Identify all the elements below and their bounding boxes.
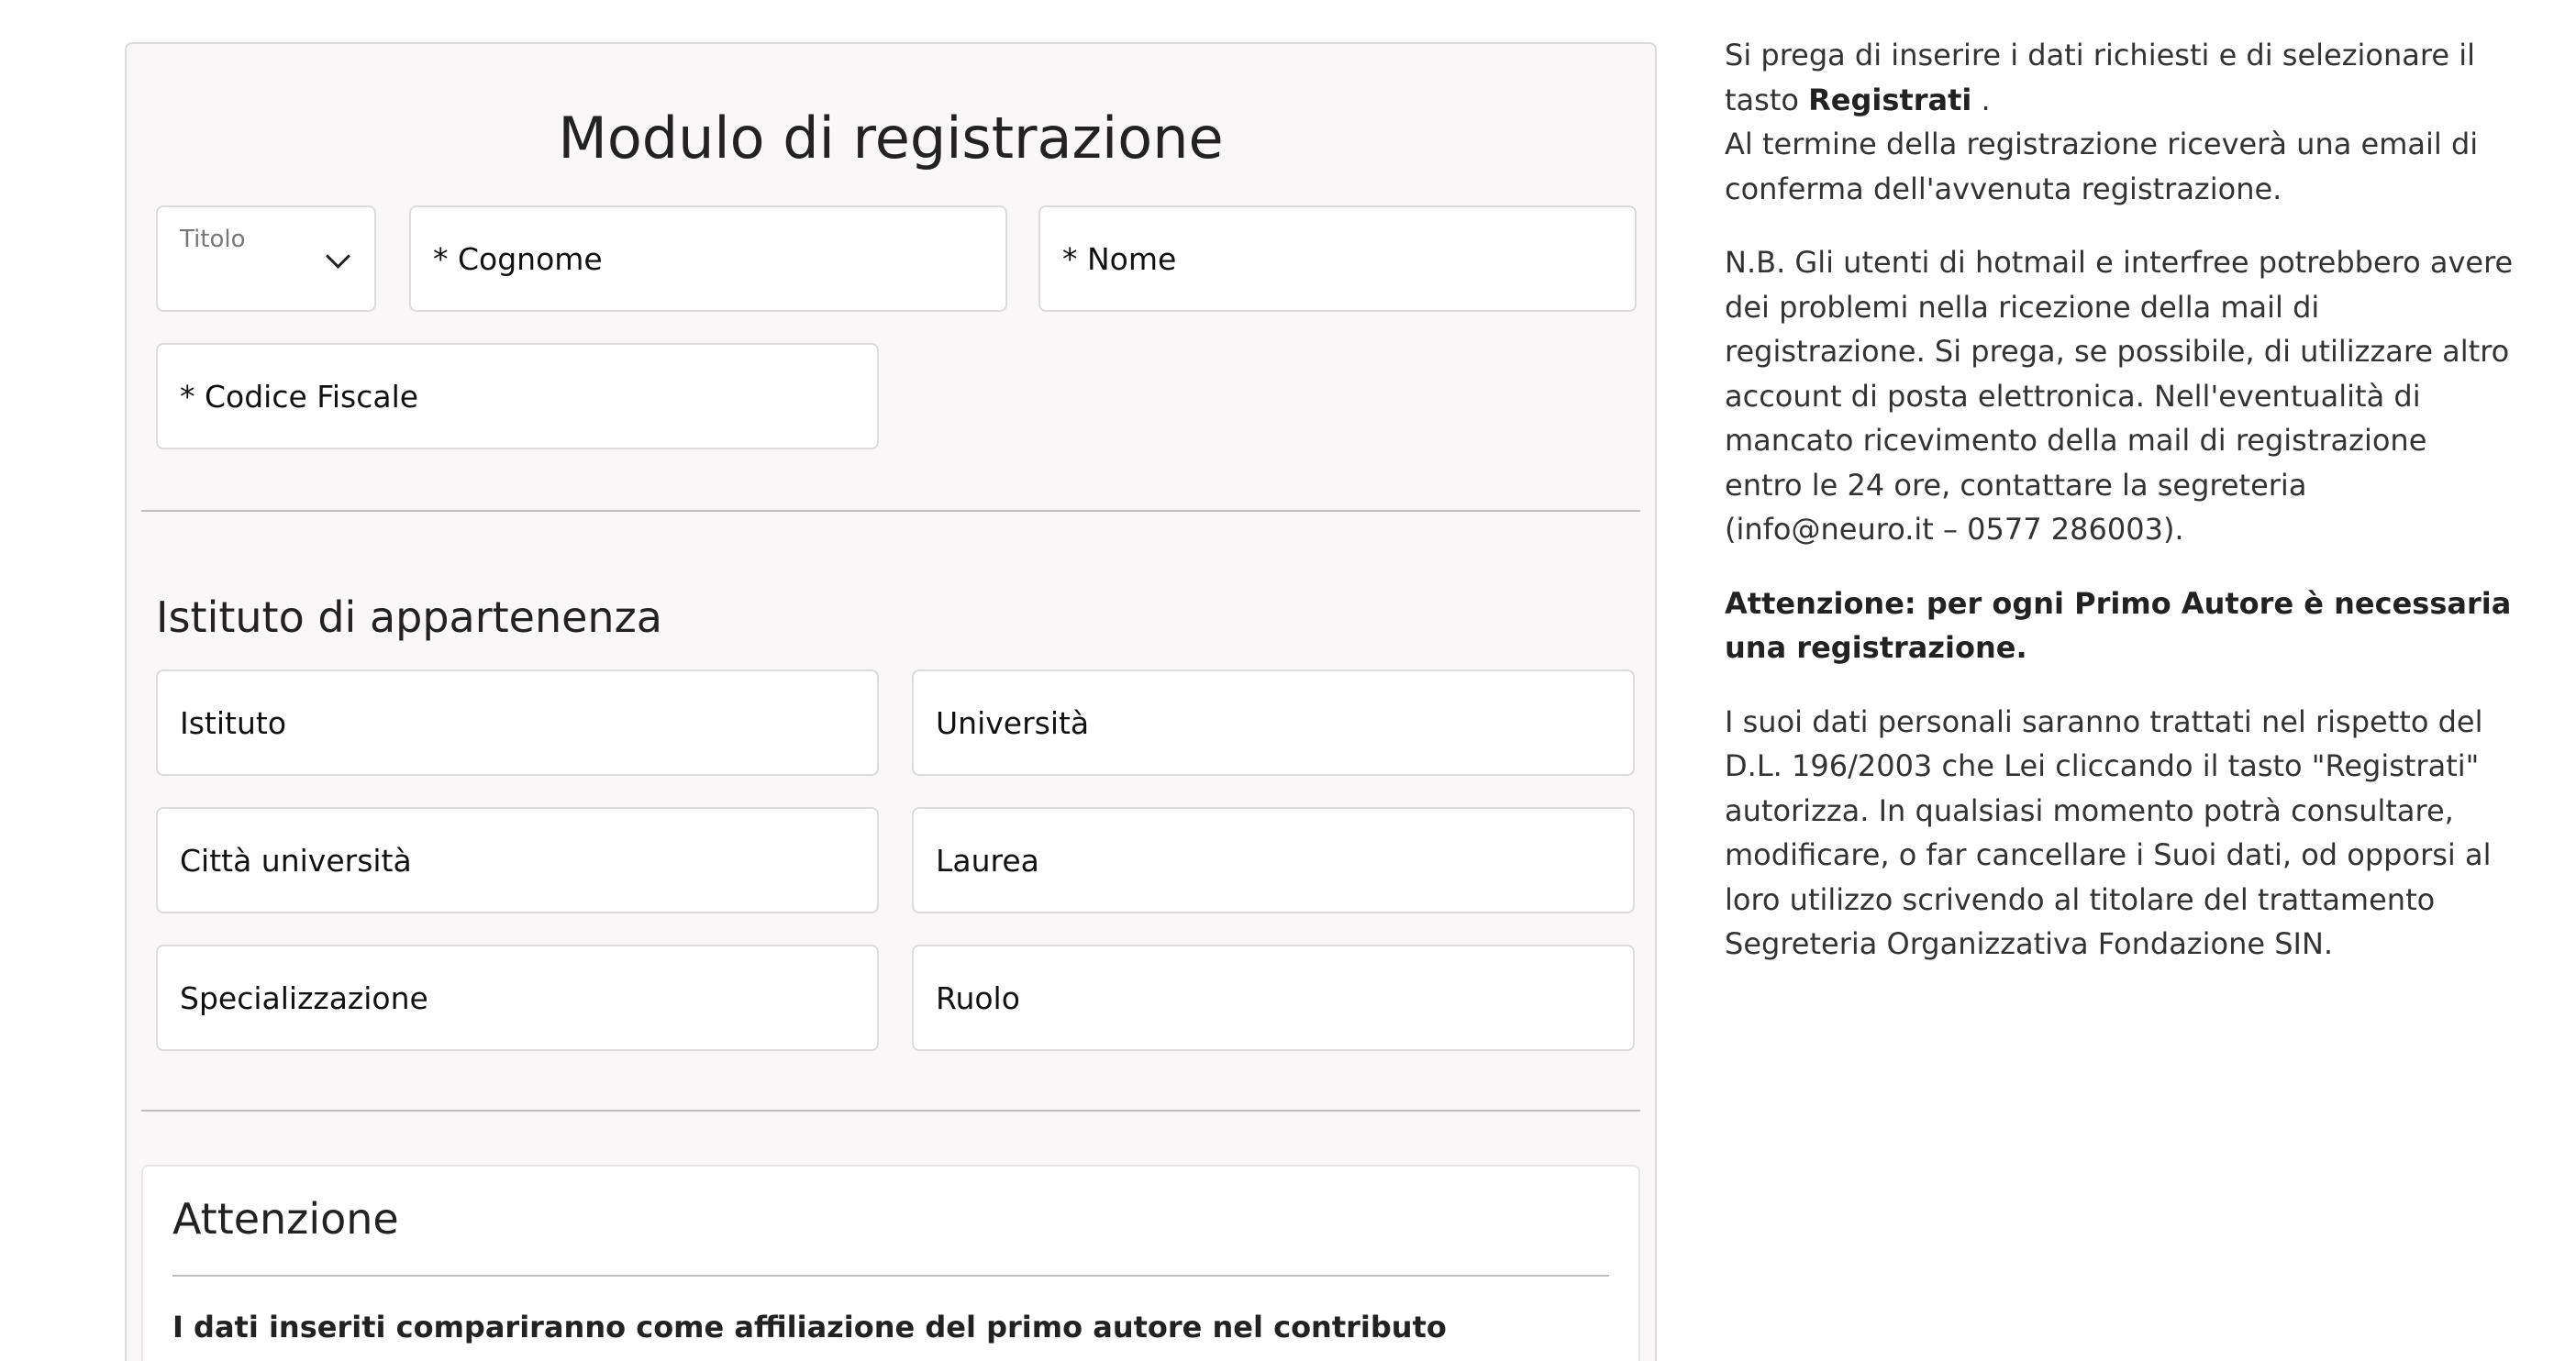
codice-fiscale-placeholder: * Codice Fiscale [180, 378, 419, 415]
cognome-placeholder: * Cognome [433, 240, 603, 277]
info-p1-text: Si prega di inserire i dati richiesti e di selezionare il tasto [1725, 38, 2475, 117]
ruolo-input[interactable] [912, 945, 1635, 1051]
attenzione-card-divider [172, 1275, 1609, 1277]
cognome-input[interactable] [409, 205, 1007, 312]
info-paragraph-instructions [1725, 33, 2514, 211]
info-p1-confirmation: Al termine della registrazione riceverà una email di conferma dell'avvenuta registrazione. [1725, 127, 2479, 206]
titolo-select-label: Titolo [180, 226, 246, 253]
registration-form-panel [125, 42, 1657, 1361]
specializzazione-input[interactable] [156, 945, 879, 1051]
laurea-placeholder: Laurea [936, 842, 1039, 879]
info-p3-bold: Attenzione: per ogni Primo Autore è necessaria una registrazione. [1725, 585, 2512, 665]
istituto-placeholder: Istituto [180, 704, 287, 741]
codice-fiscale-input[interactable] [156, 343, 879, 449]
universita-input[interactable] [912, 669, 1635, 776]
info-column [1725, 33, 2514, 996]
laurea-input[interactable] [912, 807, 1635, 913]
info-paragraph-privacy: I suoi dati personali saranno trattati nel rispetto del D.L. 196/2003 che Lei cliccando il tasto "Registrati" autorizza. In qualsiasi momento potrà consultare, modificare, o far cancellare i Suoi dati, od opporsi al loro utilizzo scrivendo al titolare del trattamento Segreteria Organizzativa Fondazione SIN. [1725, 703, 2492, 961]
istituto-input[interactable] [156, 669, 879, 776]
istituto-section-heading: Istituto di appartenenza [156, 592, 662, 642]
chevron-down-icon [326, 244, 350, 269]
universita-placeholder: Università [936, 704, 1090, 741]
section-divider [141, 1110, 1640, 1112]
titolo-select[interactable] [156, 205, 376, 312]
attenzione-card [141, 1165, 1640, 1361]
attenzione-card-title: Attenzione [172, 1194, 399, 1244]
form-title: Modulo di registrazione [558, 105, 1224, 172]
attenzione-card-text: I dati inseriti compariranno come affiliazione del primo autore nel contributo [172, 1310, 1447, 1344]
ruolo-placeholder: Ruolo [936, 979, 1020, 1016]
info-p1-after: . [1971, 82, 1991, 117]
info-paragraph-nb: N.B. Gli utenti di hotmail e interfree potrebbero avere dei problemi nella ricezione della mail di registrazione. Si prega, se possibile, di utilizzare altro account di posta elettronica. Nell'eventualità di mancato ricevimento della mail di registrazione entro le 24 ore, contattare la segreteria (info@neuro.it – 0577 286003). [1725, 245, 2514, 547]
citta-universita-placeholder: Città università [180, 842, 412, 879]
info-p1-registrati: Registrati [1808, 82, 1972, 117]
specializzazione-placeholder: Specializzazione [180, 979, 428, 1016]
nome-input[interactable] [1038, 205, 1637, 312]
citta-universita-input[interactable] [156, 807, 879, 913]
section-divider [141, 510, 1640, 512]
info-paragraph-attenzione [1725, 581, 2514, 670]
nome-placeholder: * Nome [1062, 240, 1177, 277]
